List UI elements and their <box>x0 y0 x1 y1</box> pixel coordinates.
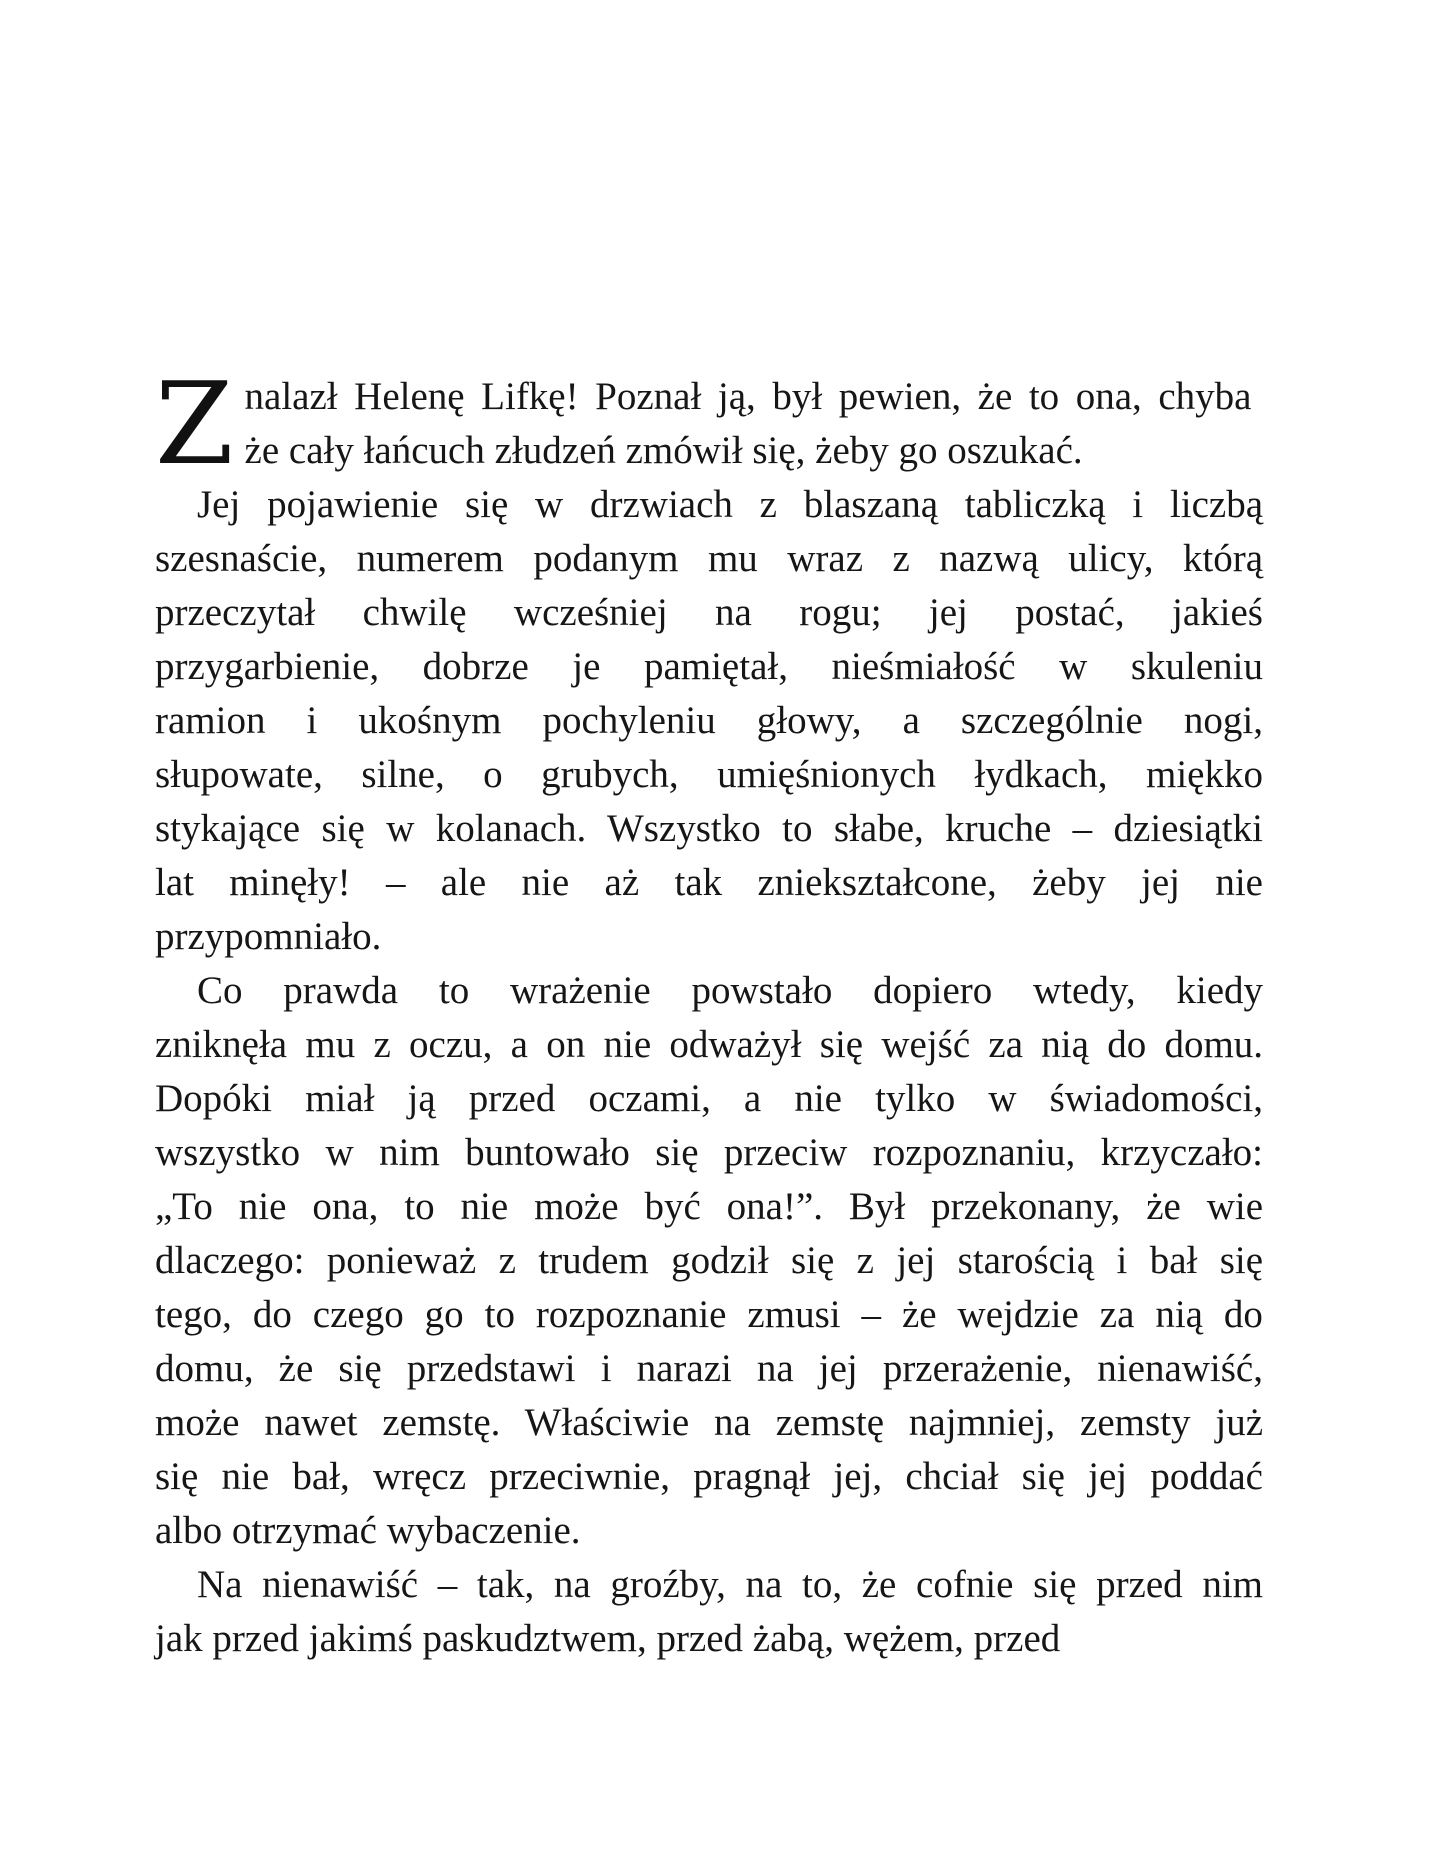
text-line <box>197 964 1263 1018</box>
text-line <box>155 370 1263 424</box>
text-line-content: nalazł Helenę Lifkę! Poznał ją, był pewien, że to ona, chyba <box>244 375 1252 418</box>
text-line <box>155 1612 1263 1666</box>
text-line-content: jak przed jakimś paskudztwem, przed żabą, wężem, przed <box>155 1617 1061 1660</box>
text-line-content: dlaczego: ponieważ z trudem godził się z jej starością i bał się <box>155 1239 1264 1282</box>
text-line <box>155 748 1263 802</box>
text-line-content: lat minęły! – ale nie aż tak zniekształcone, żeby jej nie <box>155 861 1263 904</box>
text-line <box>155 694 1263 748</box>
text-line-content: się nie bał, wręcz przeciwnie, pragnął jej, chciał się jej poddać <box>155 1455 1263 1498</box>
text-line <box>155 1072 1263 1126</box>
text-line <box>155 1504 1263 1558</box>
paragraph <box>155 1558 1263 1666</box>
text-line <box>155 1180 1263 1234</box>
text-line <box>197 478 1263 532</box>
text-line-content: stykające się w kolanach. Wszystko to słabe, kruche – dziesiątki <box>155 807 1263 850</box>
text-line-content: Na nienawiść – tak, na groźby, na to, że cofnie się przed nim <box>197 1563 1263 1606</box>
text-line-content: domu, że się przedstawi i narazi na jej przerażenie, nienawiść, <box>155 1347 1263 1390</box>
text-line-content: „To nie ona, to nie może być ona!”. Był przekonany, że wie <box>155 1185 1264 1228</box>
text-line <box>155 856 1263 910</box>
text-line <box>155 910 1263 964</box>
text-line <box>155 424 1263 478</box>
text-line-content: ramion i ukośnym pochyleniu głowy, a szczególnie nogi, <box>155 699 1263 742</box>
text-line-content: zniknęła mu z oczu, a on nie odważył się wejść za nią do domu. <box>155 1023 1264 1066</box>
text-line-content: Jej pojawienie się w drzwiach z blaszaną tabliczką i liczbą <box>197 483 1264 526</box>
text-line-content: wszystko w nim buntowało się przeciw rozpoznaniu, krzyczało: <box>155 1131 1264 1174</box>
text-line-content: przeczytał chwilę wcześniej na rogu; jej postać, jakieś <box>155 591 1263 634</box>
text-line <box>155 1234 1263 1288</box>
text-line <box>197 1558 1263 1612</box>
text-line-content: Co prawda to wrażenie powstało dopiero wtedy, kiedy <box>197 969 1264 1012</box>
text-line-content: że cały łańcuch złudzeń zmówił się, żeby go oszukać. <box>244 429 1083 472</box>
text-line <box>155 1018 1263 1072</box>
drop-cap-letter: Z <box>155 358 234 490</box>
text-line <box>155 1396 1263 1450</box>
paragraph <box>155 358 1263 490</box>
text-line <box>155 532 1263 586</box>
text-line <box>155 1342 1263 1396</box>
text-line-content: przypomniało. <box>155 915 382 958</box>
paragraph <box>155 964 1263 1558</box>
text-line-content: słupowate, silne, o grubych, umięśnionych łydkach, miękko <box>155 753 1263 796</box>
text-line <box>155 802 1263 856</box>
text-line <box>155 1288 1263 1342</box>
text-line <box>155 586 1263 640</box>
text-line-content: tego, do czego go to rozpoznanie zmusi – że wejdzie za nią do <box>155 1293 1263 1336</box>
body-text <box>155 358 1264 1666</box>
paragraph <box>155 478 1263 964</box>
text-line <box>155 640 1263 694</box>
text-line-content: Dopóki miał ją przed oczami, a nie tylko w świadomości, <box>155 1077 1264 1120</box>
text-line-content: szesnaście, numerem podanym mu wraz z nazwą ulicy, którą <box>155 537 1264 580</box>
text-line <box>155 1126 1263 1180</box>
text-line <box>155 1450 1263 1504</box>
text-line-content: przygarbienie, dobrze je pamiętał, nieśmiałość w skuleniu <box>155 645 1263 688</box>
text-line-content: albo otrzymać wybaczenie. <box>155 1509 581 1552</box>
text-line-content: może nawet zemstę. Właściwie na zemstę najmniej, zemsty już <box>155 1401 1264 1444</box>
